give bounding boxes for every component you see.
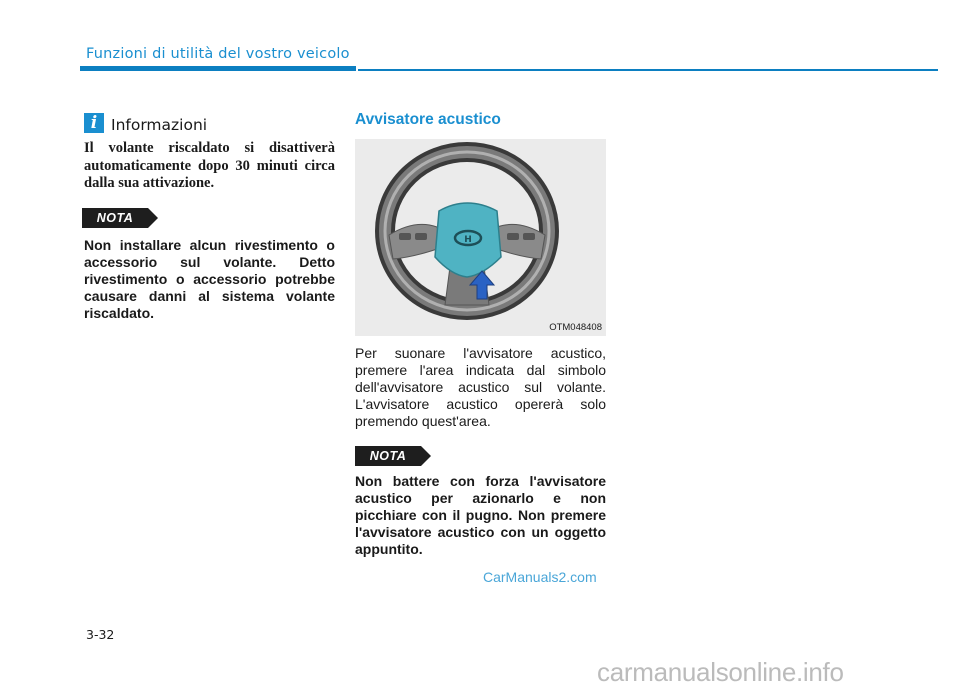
- info-icon: i: [84, 113, 104, 133]
- watermark-site[interactable]: carmanualsonline.info: [597, 657, 844, 687]
- svg-text:H: H: [464, 235, 472, 245]
- section-header: Funzioni di utilità del vostro veicolo: [86, 46, 350, 62]
- nota-badge-right: NOTA: [355, 446, 421, 466]
- nota-left-text: Non installare alcun rivestimento o accessorio sul volante. Detto rivestimento o accessorio potrebbe causare danni al sistema volante riscaldato.: [84, 237, 335, 321]
- watermark-carmanuals[interactable]: CarManuals2.com: [483, 569, 597, 585]
- info-body: Il volante riscaldato si disattiverà automaticamente dopo 30 minuti circa dalla sua attivazione.: [84, 140, 335, 191]
- figure-code: OTM048408: [549, 322, 602, 333]
- nota-badge-left: NOTA: [82, 208, 148, 228]
- page-number: 3-32: [86, 627, 115, 642]
- nota-right-text: Non battere con forza l'avvisatore acustico per azionarlo e non picchiare con il pugno. Non premere l'avvisatore acustico con un oggetto appuntito.: [355, 473, 606, 557]
- header-rule-thick: [80, 66, 356, 71]
- steering-wheel-illustration: [355, 139, 606, 336]
- header-rule-thin: [358, 69, 938, 71]
- horn-section-title: Avvisatore acustico: [355, 111, 501, 128]
- steering-wheel-figure: [355, 139, 606, 336]
- horn-body-text: Per suonare l'avvisatore acustico, premere l'area indicata dal simbolo dell'avvisatore acustico sul volante. L'avvisatore acustico opererà solo premendo quest'area.: [355, 345, 606, 429]
- info-title: Informazioni: [111, 116, 208, 134]
